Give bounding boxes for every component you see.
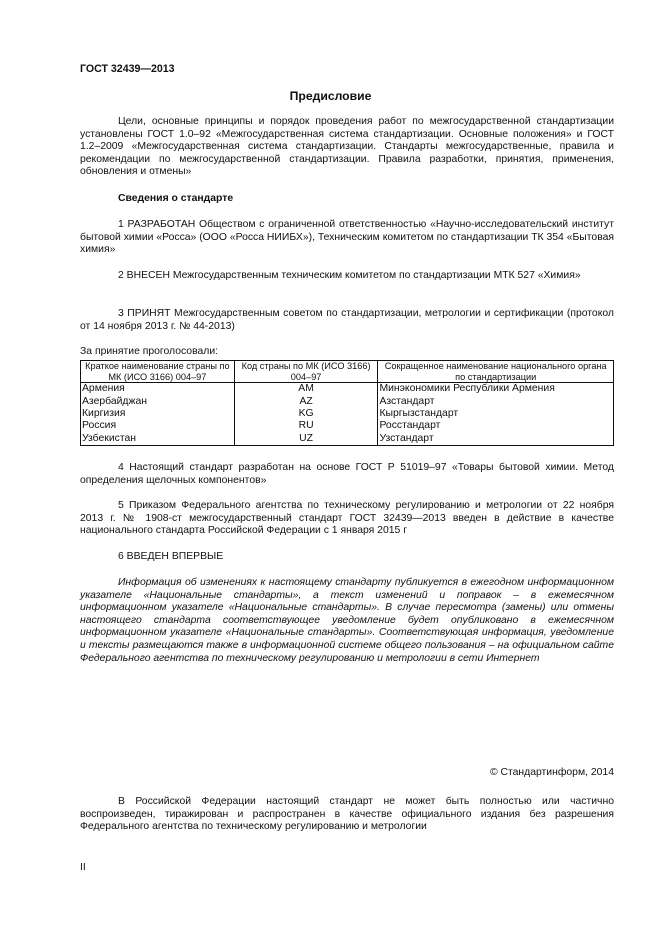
cell-body: Минэкономики Республики Армения xyxy=(378,383,614,396)
column-header-body: Сокращенное наименование национального органа по стандартизации xyxy=(378,361,614,383)
table-row xyxy=(81,408,614,420)
cell-country: Армения xyxy=(81,383,235,396)
table-row xyxy=(81,420,614,432)
table-header-row xyxy=(81,361,614,383)
cell-code: RU xyxy=(234,420,378,432)
reproduction-notice: В Российской Федерации настоящий стандарт не может быть полностью или частично воспроизведен, тиражирован и распространен в качестве официального издания без разрешения Федерального агентства по техническому регулированию и метрологии xyxy=(80,796,614,833)
intro-paragraph: Цели, основные принципы и порядок проведения работ по межгосударственной стандартизации установлены ГОСТ 1.0–92 «Межгосударственная система стандартизации. Основные положения» и ГОСТ 1.2–2009 «Межгосударственная система стандартизации. Стандарты межгосударственные, правила и рекомендации по межгосударственной стандартизации. Правила разработки, принятия, применения, обновления и отмены» xyxy=(80,116,614,178)
cell-code: AM xyxy=(234,383,378,396)
page-number: II xyxy=(80,862,86,873)
copyright-line: © Стандартинформ, 2014 xyxy=(489,767,614,778)
item-2-introduced: 2 ВНЕСЕН Межгосударственным техническим комитетом по стандартизации МТК 527 «Химия» xyxy=(118,270,581,281)
document-id-header: ГОСТ 32439—2013 xyxy=(80,63,175,75)
cell-body: Кыргызстандарт xyxy=(378,408,614,420)
cell-code: AZ xyxy=(234,396,378,408)
cell-code: KG xyxy=(234,408,378,420)
cell-country: Узбекистан xyxy=(81,433,235,446)
table-row xyxy=(81,383,614,396)
section-heading: Сведения о стандарте xyxy=(118,193,234,204)
vote-label: За принятие проголосовали: xyxy=(80,346,219,357)
voting-table xyxy=(80,360,614,446)
item-4-basis: 4 Настоящий стандарт разработан на основе ГОСТ Р 51019–97 «Товары бытовой химии. Метод определения щелочных компонентов» xyxy=(80,462,614,486)
table-row xyxy=(81,433,614,446)
item-6-first-introduced: 6 ВВЕДЕН ВПЕРВЫЕ xyxy=(118,551,224,562)
cell-body: Росстандарт xyxy=(378,420,614,432)
changes-info-notice: Информация об изменениях к настоящему стандарту публикуется в ежегодном информационном указателе «Национальные стандарты», а текст изменений и поправок – в ежемесячном информационном указателе «Национальные стандарты». В случае пересмотра (замены) или отмены настоящего стандарта соответствующее уведомление будет опубликовано в ежемесячном информационном указателе «Национальные стандарты». Соответствующая информация, уведомление и тексты размещаются также в информационной системе общего пользования – на официальном сайте Федерального агентства по техническому регулированию и метрологии в сети Интернет xyxy=(80,577,614,664)
page-title: Предисловие xyxy=(289,89,372,103)
item-1-developed: 1 РАЗРАБОТАН Обществом с ограниченной ответственностью «Научно-исследовательский институт бытовой химии «Росса» (ООО «Росса НИИБХ»), Техническим комитетом по стандартизации ТК 354 «Бытовая химия» xyxy=(80,219,615,256)
cell-country: Азербайджан xyxy=(81,396,235,408)
column-header-code: Код страны по МК (ИСО 3166) 004–97 xyxy=(234,361,378,383)
table-row xyxy=(81,396,614,408)
cell-country: Киргизия xyxy=(81,408,235,420)
cell-body: Азстандарт xyxy=(378,396,614,408)
cell-body: Узстандарт xyxy=(378,433,614,446)
cell-country: Россия xyxy=(81,420,235,432)
item-3-adopted: 3 ПРИНЯТ Межгосударственным советом по стандартизации, метрологии и сертификации (протокол от 14 ноября 2013 г. № 44-2013) xyxy=(80,308,614,332)
item-5-order: 5 Приказом Федерального агентства по техническому регулированию и метрологии от 22 ноября 2013 г. № 1908-ст межгосударственный стандарт ГОСТ 32439—2013 введен в действие в качестве национального стандарта Российской Федерации с 1 января 2015 г xyxy=(80,500,614,537)
column-header-country: Краткое наименование страны по МК (ИСО 3166) 004–97 xyxy=(81,361,235,383)
cell-code: UZ xyxy=(234,433,378,446)
